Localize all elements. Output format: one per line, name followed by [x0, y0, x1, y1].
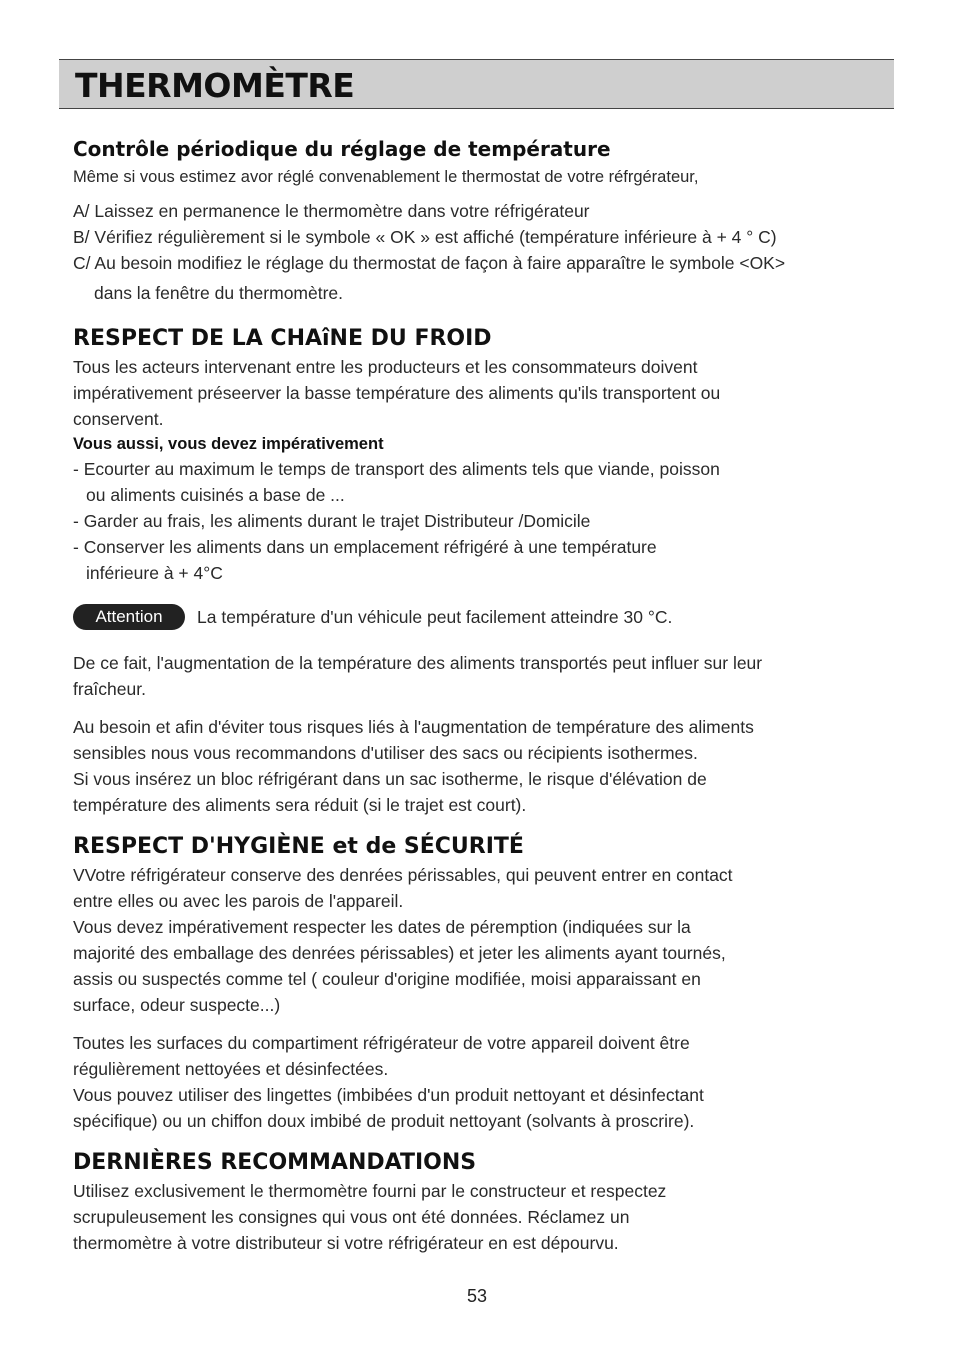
section2-bullet: - Conserver les aliments dans un emplacement réfrigéré à une température: [73, 537, 657, 557]
attention-row: [73, 604, 873, 630]
page-title: THERMOMÈTRE: [75, 66, 355, 105]
section2-para2-line: De ce fait, l'augmentation de la température des aliments transportés peut influer sur leur: [73, 653, 763, 673]
section4-heading: DERNIÈRES RECOMMANDATIONS: [73, 1150, 477, 1175]
section2-para-line: impérativement préseerver la basse température des aliments qu'ils transportent ou: [73, 383, 721, 403]
section3-para1-line: majorité des emballage des denrées périssables) et jeter les aliments ayant tournés,: [73, 943, 726, 963]
attention-text: La température d'un véhicule peut facilement atteindre 30 °C.: [197, 607, 673, 627]
section3-para2-line: spécifique) ou un chiffon doux imbibé de produit nettoyant (solvants à proscrire).: [73, 1111, 695, 1131]
section2-para3-line: Si vous insérez un bloc réfrigérant dans un sac isotherme, le risque d'élévation de: [73, 769, 707, 789]
section2-para-line: conservent.: [73, 409, 164, 429]
attention-badge: Attention: [73, 604, 185, 630]
section1-item-c: C/ Au besoin modifiez le réglage du thermostat de façon à faire apparaître le symbole <OK>: [73, 253, 786, 273]
content: [73, 134, 873, 1256]
section4-para-line: thermomètre à votre distributeur si votre réfrigérateur en est dépourvu.: [73, 1233, 619, 1253]
section1-intro: Même si vous estimez avor réglé convenablement le thermostat de votre réfrgérateur,: [73, 168, 699, 186]
section3-para2-line: Toutes les surfaces du compartiment réfrigérateur de votre appareil doivent être: [73, 1033, 690, 1053]
section3-para2-line: Vous pouvez utiliser des lingettes (imbibées d'un produit nettoyant et désinfectant: [73, 1085, 704, 1105]
section2-heading: RESPECT DE LA CHAîNE DU FROID: [73, 326, 492, 351]
section3-para1-line: assis ou suspectés comme tel ( couleur d'origine modifiée, moisi apparaissant en: [73, 969, 701, 989]
section3-heading: RESPECT D'HYGIÈNE et de SÉCURITÉ: [73, 834, 524, 859]
section3-para2-line: régulièrement nettoyées et désinfectées.: [73, 1059, 389, 1079]
page-number: 53: [466, 1286, 488, 1306]
section2-bullet-cont: ou aliments cuisinés a base de ...: [86, 485, 345, 505]
section2-bullet-cont: inférieure à + 4°C: [86, 563, 223, 583]
section3-para1-line: Vous devez impérativement respecter les dates de péremption (indiquées sur la: [73, 917, 691, 937]
section4-para-line: Utilisez exclusivement le thermomètre fourni par le constructeur et respectez: [73, 1181, 667, 1201]
section2-bullet: - Garder au frais, les aliments durant le trajet Distributeur /Domicile: [73, 511, 591, 531]
section3-para1-line: surface, odeur suspecte...): [73, 995, 281, 1015]
section3-para1-line: VVotre réfrigérateur conserve des denrées périssables, qui peuvent entrer en contact: [73, 865, 733, 885]
section4-para-line: scrupuleusement les consignes qui vous ont été données. Réclamez un: [73, 1207, 630, 1227]
section2-para3-line: Au besoin et afin d'éviter tous risques liés à l'augmentation de température des aliments: [73, 717, 754, 737]
section1-heading: Contrôle périodique du réglage de température: [73, 137, 611, 161]
section2-para-line: Tous les acteurs intervenant entre les producteurs et les consommateurs doivent: [73, 357, 698, 377]
section2-bold-line: Vous aussi, vous devez impérativement: [73, 435, 384, 453]
section3-para1-line: entre elles ou avec les parois de l'appareil.: [73, 891, 404, 911]
section1-item-c-cont: dans la fenêtre du thermomètre.: [94, 283, 344, 303]
title-bar: [59, 59, 894, 109]
section1-item-a: A/ Laissez en permanence le thermomètre dans votre réfrigérateur: [73, 201, 590, 221]
section2-para3-line: température des aliments sera réduit (si le trajet est court).: [73, 795, 527, 815]
section2-para2-line: fraîcheur.: [73, 679, 146, 699]
section2-para3-line: sensibles nous vous recommandons d'utiliser des sacs ou récipients isothermes.: [73, 743, 698, 763]
section2-bullet: - Ecourter au maximum le temps de transport des aliments tels que viande, poisson: [73, 459, 720, 479]
section1-item-b: B/ Vérifiez régulièrement si le symbole « OK » est affiché (température inférieure à + 4 ° C): [73, 227, 777, 247]
